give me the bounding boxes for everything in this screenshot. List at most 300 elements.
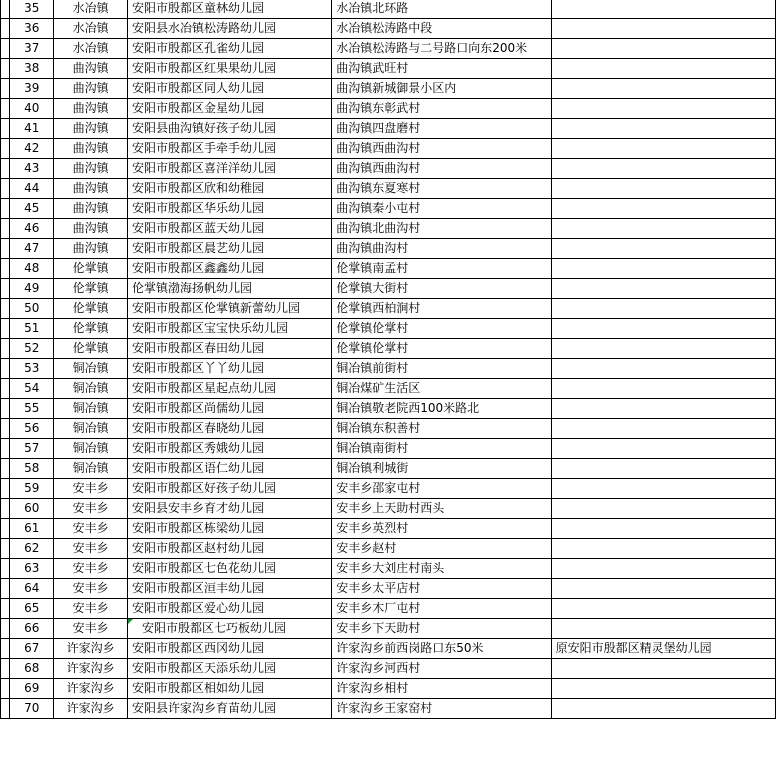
- town-cell[interactable]: [54, 479, 128, 499]
- town-cell[interactable]: [54, 679, 128, 699]
- kindergarten-name-text: 安阳市殷都区赵村幼儿园: [131, 541, 264, 555]
- kindergarten-name-cell[interactable]: [127, 379, 331, 399]
- row-edge-cell[interactable]: [1, 639, 10, 659]
- row-number-text: 57: [24, 441, 40, 455]
- row-edge-cell[interactable]: [1, 119, 10, 139]
- address-cell[interactable]: [332, 119, 551, 139]
- address-cell[interactable]: [332, 479, 551, 499]
- kindergarten-name-cell[interactable]: [127, 659, 331, 679]
- note-cell[interactable]: [551, 39, 775, 59]
- kindergarten-name-cell[interactable]: [127, 319, 331, 339]
- address-cell[interactable]: [332, 459, 551, 479]
- table-row: [1, 679, 776, 699]
- address-cell[interactable]: [332, 239, 551, 259]
- kindergarten-name-text: 安阳市殷都区天添乐幼儿园: [131, 661, 276, 675]
- address-cell[interactable]: [332, 519, 551, 539]
- address-cell[interactable]: [332, 599, 551, 619]
- row-number-text: 51: [24, 321, 40, 335]
- town-text: 伦掌镇: [72, 341, 109, 355]
- town-text: 铜冶镇: [72, 361, 109, 375]
- row-number-cell[interactable]: [10, 119, 54, 139]
- kindergarten-name-cell[interactable]: [127, 499, 331, 519]
- table-row: [1, 559, 776, 579]
- row-edge-cell[interactable]: [1, 79, 10, 99]
- address-cell[interactable]: [332, 619, 551, 639]
- table-row: [1, 479, 776, 499]
- row-edge-cell[interactable]: [1, 259, 10, 279]
- note-cell[interactable]: [551, 259, 775, 279]
- kindergarten-name-text: 安阳市殷都区华乐幼儿园: [131, 201, 264, 215]
- kindergarten-name-cell[interactable]: [127, 539, 331, 559]
- note-cell[interactable]: [551, 119, 775, 139]
- town-cell[interactable]: [54, 319, 128, 339]
- town-text: 水冶镇: [72, 1, 109, 15]
- row-edge-cell[interactable]: [1, 199, 10, 219]
- kindergarten-name-text: 安阳市殷都区蓝天幼儿园: [131, 221, 264, 235]
- row-edge-cell[interactable]: [1, 219, 10, 239]
- row-edge-cell[interactable]: [1, 459, 10, 479]
- town-text: 曲沟镇: [72, 221, 109, 235]
- address-cell[interactable]: [332, 179, 551, 199]
- kindergarten-name-cell[interactable]: [127, 79, 331, 99]
- address-cell[interactable]: [332, 59, 551, 79]
- row-number-cell[interactable]: [10, 79, 54, 99]
- address-text: 铜冶镇南街村: [336, 441, 409, 455]
- kindergarten-name-cell[interactable]: [127, 679, 331, 699]
- note-cell[interactable]: [551, 279, 775, 299]
- row-number-cell[interactable]: [10, 479, 54, 499]
- address-text: 铜冶镇东积善村: [336, 421, 421, 435]
- kindergarten-name-cell[interactable]: [127, 639, 331, 659]
- note-cell[interactable]: [551, 179, 775, 199]
- row-edge-cell[interactable]: [1, 339, 10, 359]
- note-cell[interactable]: [551, 219, 775, 239]
- address-text: 安丰乡大刘庄村南头: [336, 561, 445, 575]
- kindergarten-name-cell[interactable]: [127, 359, 331, 379]
- row-edge-cell[interactable]: [1, 399, 10, 419]
- town-text: 水冶镇: [72, 41, 109, 55]
- row-number-cell[interactable]: [10, 539, 54, 559]
- town-cell[interactable]: [54, 99, 128, 119]
- row-number-cell[interactable]: [10, 419, 54, 439]
- kindergarten-name-cell[interactable]: [127, 239, 331, 259]
- town-cell[interactable]: [54, 699, 128, 719]
- kindergarten-name-text: 安阳市殷都区七色花幼儿园: [131, 561, 276, 575]
- note-cell[interactable]: [551, 339, 775, 359]
- town-cell[interactable]: [54, 439, 128, 459]
- address-text: 曲沟镇北曲沟村: [336, 221, 421, 235]
- row-edge-cell[interactable]: [1, 659, 10, 679]
- row-edge-cell[interactable]: [1, 499, 10, 519]
- kindergarten-name-text: 安阳市殷都区春晓幼儿园: [131, 421, 264, 435]
- note-cell[interactable]: [551, 139, 775, 159]
- town-cell[interactable]: [54, 59, 128, 79]
- note-cell[interactable]: [551, 159, 775, 179]
- address-text: 曲沟镇新城御景小区内: [336, 81, 457, 95]
- row-number-cell[interactable]: [10, 239, 54, 259]
- address-cell[interactable]: [332, 699, 551, 719]
- address-text: 水冶镇松涛路与二号路口向东200米: [336, 41, 528, 55]
- address-text: 伦掌镇西柏涧村: [336, 301, 421, 315]
- address-cell[interactable]: [332, 579, 551, 599]
- note-cell[interactable]: [551, 419, 775, 439]
- row-edge-cell[interactable]: [1, 299, 10, 319]
- row-edge-cell[interactable]: [1, 599, 10, 619]
- town-text: 曲沟镇: [72, 181, 109, 195]
- address-cell[interactable]: [332, 299, 551, 319]
- table-row: [1, 599, 776, 619]
- kindergarten-name-cell[interactable]: [127, 619, 331, 639]
- row-edge-cell[interactable]: [1, 99, 10, 119]
- table-row: [1, 659, 776, 679]
- address-text: 伦掌镇大街村: [336, 281, 409, 295]
- address-cell[interactable]: [332, 539, 551, 559]
- row-number-cell[interactable]: [10, 619, 54, 639]
- address-text: 铜冶镇敬老院西100米路北: [336, 401, 480, 415]
- table-row: [1, 59, 776, 79]
- town-cell[interactable]: [54, 599, 128, 619]
- address-cell[interactable]: [332, 359, 551, 379]
- kindergarten-name-cell[interactable]: [127, 579, 331, 599]
- town-cell[interactable]: [54, 179, 128, 199]
- row-edge-cell[interactable]: [1, 479, 10, 499]
- address-cell[interactable]: [332, 79, 551, 99]
- town-cell[interactable]: [54, 419, 128, 439]
- town-text: 伦掌镇: [72, 321, 109, 335]
- address-cell[interactable]: [332, 139, 551, 159]
- kindergarten-name-cell[interactable]: [127, 179, 331, 199]
- row-edge-cell[interactable]: [1, 679, 10, 699]
- note-cell[interactable]: [551, 599, 775, 619]
- row-number-cell[interactable]: [10, 639, 54, 659]
- town-cell[interactable]: [54, 19, 128, 39]
- row-number-cell[interactable]: [10, 259, 54, 279]
- row-number-cell[interactable]: [10, 279, 54, 299]
- kindergarten-name-cell[interactable]: [127, 559, 331, 579]
- kindergarten-name-cell[interactable]: [127, 419, 331, 439]
- note-cell[interactable]: [551, 59, 775, 79]
- note-cell[interactable]: [551, 239, 775, 259]
- row-number-cell[interactable]: [10, 459, 54, 479]
- note-cell[interactable]: [551, 399, 775, 419]
- row-edge-cell[interactable]: [1, 519, 10, 539]
- town-cell[interactable]: [54, 459, 128, 479]
- table-row: [1, 139, 776, 159]
- kindergarten-name-cell[interactable]: [127, 299, 331, 319]
- row-edge-cell[interactable]: [1, 619, 10, 639]
- address-cell[interactable]: [332, 39, 551, 59]
- row-number-text: 69: [24, 681, 40, 695]
- row-edge-cell[interactable]: [1, 319, 10, 339]
- address-cell[interactable]: [332, 159, 551, 179]
- town-text: 许家沟乡: [66, 701, 115, 715]
- table-row: [1, 639, 776, 659]
- row-number-cell[interactable]: [10, 179, 54, 199]
- kindergarten-name-cell[interactable]: [127, 159, 331, 179]
- row-number-cell[interactable]: [10, 379, 54, 399]
- row-number-text: 64: [24, 581, 40, 595]
- address-cell[interactable]: [332, 319, 551, 339]
- row-number-cell[interactable]: [10, 559, 54, 579]
- row-edge-cell[interactable]: [1, 0, 10, 19]
- kindergarten-name-text: 安阳市殷都区好孩子幼儿园: [131, 481, 276, 495]
- row-number-cell[interactable]: [10, 299, 54, 319]
- town-text: 铜冶镇: [72, 421, 109, 435]
- address-text: 曲沟镇东彰武村: [336, 101, 421, 115]
- town-text: 曲沟镇: [72, 201, 109, 215]
- kindergarten-name-cell[interactable]: [127, 39, 331, 59]
- kindergarten-name-cell[interactable]: [127, 599, 331, 619]
- address-cell[interactable]: [332, 99, 551, 119]
- town-cell[interactable]: [54, 239, 128, 259]
- table-row: [1, 39, 776, 59]
- kindergarten-name-cell[interactable]: [127, 199, 331, 219]
- town-cell[interactable]: [54, 279, 128, 299]
- town-text: 铜冶镇: [72, 401, 109, 415]
- town-text: 曲沟镇: [72, 141, 109, 155]
- kindergarten-name-text: 安阳县许家沟乡育苗幼儿园: [131, 701, 276, 715]
- address-cell[interactable]: [332, 279, 551, 299]
- kindergarten-name-text: 安阳市殷都区欣和幼稚园: [131, 181, 264, 195]
- row-edge-cell[interactable]: [1, 379, 10, 399]
- town-cell[interactable]: [54, 159, 128, 179]
- row-number-cell[interactable]: [10, 599, 54, 619]
- row-number-cell[interactable]: [10, 579, 54, 599]
- kindergarten-name-text: 安阳县水冶镇松涛路幼儿园: [131, 21, 276, 35]
- table-row: [1, 539, 776, 559]
- row-edge-cell[interactable]: [1, 139, 10, 159]
- row-number-text: 68: [24, 661, 40, 675]
- note-cell[interactable]: [551, 299, 775, 319]
- note-cell[interactable]: [551, 359, 775, 379]
- address-cell[interactable]: [332, 259, 551, 279]
- row-number-cell[interactable]: [10, 399, 54, 419]
- address-text: 曲沟镇秦小屯村: [336, 201, 421, 215]
- note-cell[interactable]: [551, 699, 775, 719]
- kindergarten-name-cell[interactable]: [127, 259, 331, 279]
- town-cell[interactable]: [54, 299, 128, 319]
- row-edge-cell[interactable]: [1, 699, 10, 719]
- address-cell[interactable]: [332, 439, 551, 459]
- row-edge-cell[interactable]: [1, 19, 10, 39]
- town-cell[interactable]: [54, 639, 128, 659]
- town-text: 许家沟乡: [66, 661, 115, 675]
- row-number-text: 60: [24, 501, 40, 515]
- town-text: 伦掌镇: [72, 301, 109, 315]
- row-number-cell[interactable]: [10, 679, 54, 699]
- address-cell[interactable]: [332, 19, 551, 39]
- row-edge-cell[interactable]: [1, 439, 10, 459]
- kindergarten-name-cell[interactable]: [127, 119, 331, 139]
- kindergarten-name-cell[interactable]: [127, 19, 331, 39]
- row-number-cell[interactable]: [10, 19, 54, 39]
- address-cell[interactable]: [332, 339, 551, 359]
- row-number-cell[interactable]: [10, 499, 54, 519]
- note-cell[interactable]: [551, 319, 775, 339]
- town-cell[interactable]: [54, 0, 128, 19]
- row-number-cell[interactable]: [10, 139, 54, 159]
- kindergarten-name-text: 安阳县安丰乡育才幼儿园: [131, 501, 264, 515]
- town-cell[interactable]: [54, 379, 128, 399]
- row-edge-cell[interactable]: [1, 559, 10, 579]
- row-number-text: 59: [24, 481, 40, 495]
- town-text: 安丰乡: [72, 621, 109, 635]
- town-cell[interactable]: [54, 359, 128, 379]
- note-cell[interactable]: [551, 459, 775, 479]
- kindergarten-name-cell[interactable]: [127, 279, 331, 299]
- town-cell[interactable]: [54, 39, 128, 59]
- town-cell[interactable]: [54, 539, 128, 559]
- kindergarten-name-cell[interactable]: [127, 219, 331, 239]
- town-cell[interactable]: [54, 139, 128, 159]
- note-cell[interactable]: [551, 479, 775, 499]
- note-cell[interactable]: [551, 19, 775, 39]
- kindergarten-name-cell[interactable]: [127, 439, 331, 459]
- address-cell[interactable]: [332, 199, 551, 219]
- row-edge-cell[interactable]: [1, 279, 10, 299]
- address-cell[interactable]: [332, 379, 551, 399]
- row-number-cell[interactable]: [10, 39, 54, 59]
- table-row: [1, 19, 776, 39]
- kindergarten-name-cell[interactable]: [127, 699, 331, 719]
- row-number-cell[interactable]: [10, 319, 54, 339]
- row-number-text: 53: [24, 361, 40, 375]
- note-cell[interactable]: [551, 499, 775, 519]
- cell-error-indicator-icon: [128, 619, 133, 624]
- row-number-cell[interactable]: [10, 699, 54, 719]
- table-row: [1, 339, 776, 359]
- town-cell[interactable]: [54, 199, 128, 219]
- kindergarten-name-text: 安阳市殷都区金星幼儿园: [131, 101, 264, 115]
- kindergarten-name-cell[interactable]: [127, 459, 331, 479]
- town-text: 铜冶镇: [72, 461, 109, 475]
- kindergarten-name-cell[interactable]: [127, 519, 331, 539]
- row-number-cell[interactable]: [10, 0, 54, 19]
- row-number-text: 35: [24, 1, 40, 15]
- address-cell[interactable]: [332, 419, 551, 439]
- kindergarten-name-text: 安阳市殷都区相如幼儿园: [131, 681, 264, 695]
- town-cell[interactable]: [54, 259, 128, 279]
- row-number-cell[interactable]: [10, 439, 54, 459]
- address-text: 曲沟镇西曲沟村: [336, 161, 421, 175]
- kindergarten-name-cell[interactable]: [127, 339, 331, 359]
- kindergarten-name-text: 伦掌镇渤海扬帆幼儿园: [131, 281, 252, 295]
- kindergarten-name-cell[interactable]: [127, 479, 331, 499]
- kindergarten-name-cell[interactable]: [127, 139, 331, 159]
- row-edge-cell[interactable]: [1, 239, 10, 259]
- table-row: [1, 579, 776, 599]
- row-number-text: 49: [24, 281, 40, 295]
- note-cell[interactable]: [551, 659, 775, 679]
- note-cell[interactable]: [551, 79, 775, 99]
- town-cell[interactable]: [54, 659, 128, 679]
- row-edge-cell[interactable]: [1, 579, 10, 599]
- town-cell[interactable]: [54, 559, 128, 579]
- address-cell[interactable]: [332, 639, 551, 659]
- address-cell[interactable]: [332, 0, 551, 19]
- row-number-text: 63: [24, 561, 40, 575]
- note-cell[interactable]: [551, 199, 775, 219]
- row-edge-cell[interactable]: [1, 39, 10, 59]
- row-number-cell[interactable]: [10, 659, 54, 679]
- note-cell[interactable]: [551, 679, 775, 699]
- row-edge-cell[interactable]: [1, 359, 10, 379]
- address-cell[interactable]: [332, 659, 551, 679]
- note-cell[interactable]: [551, 519, 775, 539]
- kindergarten-name-text: 安阳县曲沟镇好孩子幼儿园: [131, 121, 276, 135]
- town-cell[interactable]: [54, 519, 128, 539]
- town-text: 安丰乡: [72, 481, 109, 495]
- row-number-cell[interactable]: [10, 199, 54, 219]
- row-number-cell[interactable]: [10, 99, 54, 119]
- town-cell[interactable]: [54, 499, 128, 519]
- note-cell[interactable]: [551, 579, 775, 599]
- address-cell[interactable]: [332, 499, 551, 519]
- address-cell[interactable]: [332, 219, 551, 239]
- town-text: 许家沟乡: [66, 641, 115, 655]
- town-cell[interactable]: [54, 219, 128, 239]
- row-edge-cell[interactable]: [1, 539, 10, 559]
- address-cell[interactable]: [332, 399, 551, 419]
- town-cell[interactable]: [54, 339, 128, 359]
- note-cell[interactable]: [551, 559, 775, 579]
- row-number-cell[interactable]: [10, 59, 54, 79]
- town-text: 安丰乡: [72, 521, 109, 535]
- town-text: 安丰乡: [72, 601, 109, 615]
- address-text: 安丰乡木厂屯村: [336, 601, 421, 615]
- note-cell[interactable]: [551, 0, 775, 19]
- row-number-cell[interactable]: [10, 219, 54, 239]
- kindergarten-name-cell[interactable]: [127, 399, 331, 419]
- row-number-cell[interactable]: [10, 359, 54, 379]
- row-number-cell[interactable]: [10, 519, 54, 539]
- kindergarten-name-text: 安阳市殷都区爱心幼儿园: [131, 601, 264, 615]
- note-cell[interactable]: [551, 439, 775, 459]
- row-number-text: 42: [24, 141, 40, 155]
- note-cell[interactable]: [551, 619, 775, 639]
- town-cell[interactable]: [54, 579, 128, 599]
- kindergarten-name-text: 安阳市殷都区宝宝快乐幼儿园: [131, 321, 288, 335]
- note-cell[interactable]: [551, 379, 775, 399]
- row-edge-cell[interactable]: [1, 179, 10, 199]
- table-row: [1, 199, 776, 219]
- town-cell[interactable]: [54, 399, 128, 419]
- town-cell[interactable]: [54, 619, 128, 639]
- row-edge-cell[interactable]: [1, 159, 10, 179]
- row-edge-cell[interactable]: [1, 419, 10, 439]
- address-text: 伦掌镇伦掌村: [336, 341, 409, 355]
- town-text: 伦掌镇: [72, 261, 109, 275]
- note-cell[interactable]: [551, 639, 775, 659]
- table-row: [1, 519, 776, 539]
- town-cell[interactable]: [54, 119, 128, 139]
- address-cell[interactable]: [332, 559, 551, 579]
- kindergarten-name-cell[interactable]: [127, 59, 331, 79]
- address-text: 水冶镇北环路: [336, 1, 409, 15]
- note-cell[interactable]: [551, 539, 775, 559]
- town-cell[interactable]: [54, 79, 128, 99]
- row-edge-cell[interactable]: [1, 59, 10, 79]
- address-cell[interactable]: [332, 679, 551, 699]
- kindergarten-name-cell[interactable]: [127, 99, 331, 119]
- row-number-cell[interactable]: [10, 159, 54, 179]
- note-cell[interactable]: [551, 99, 775, 119]
- table-row: [1, 439, 776, 459]
- table-row: [1, 119, 776, 139]
- row-number-cell[interactable]: [10, 339, 54, 359]
- address-text: 铜冶镇前街村: [336, 361, 409, 375]
- kindergarten-name-cell[interactable]: [127, 0, 331, 19]
